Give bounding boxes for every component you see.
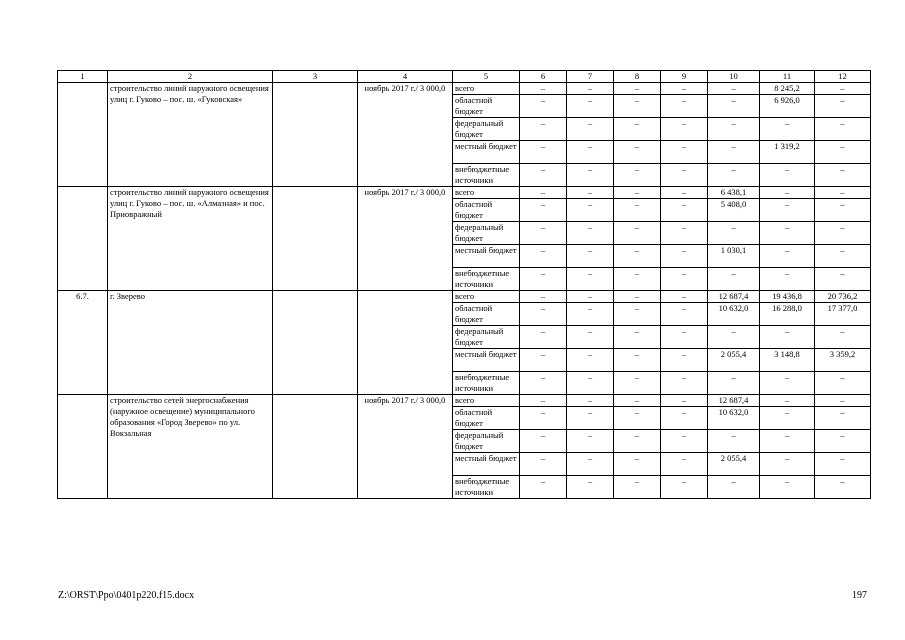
value-cell: – (661, 199, 708, 222)
value-cell: – (708, 268, 760, 291)
value-cell: 3 359,2 (815, 349, 871, 372)
funding-source: федеральный бюджет (453, 222, 520, 245)
value-cell: – (567, 349, 614, 372)
value-cell: – (760, 187, 815, 199)
value-cell: – (815, 268, 871, 291)
value-cell: – (815, 95, 871, 118)
funding-source: областной бюджет (453, 303, 520, 326)
value-cell: – (815, 407, 871, 430)
value-cell: – (661, 268, 708, 291)
value-cell: 10 632,0 (708, 303, 760, 326)
value-cell: – (661, 83, 708, 95)
value-cell: – (614, 395, 661, 407)
value-cell: – (520, 291, 567, 303)
budget-table (57, 70, 871, 499)
value-cell: – (567, 407, 614, 430)
column-header: 5 (453, 71, 520, 83)
value-cell: – (815, 164, 871, 187)
item-col3 (273, 187, 358, 291)
value-cell: – (567, 164, 614, 187)
value-cell: 12 687,4 (708, 395, 760, 407)
funding-source: местный бюджет (453, 453, 520, 476)
value-cell: – (815, 372, 871, 395)
value-cell: – (567, 395, 614, 407)
value-cell: – (520, 268, 567, 291)
value-cell: – (661, 326, 708, 349)
column-header: 12 (815, 71, 871, 83)
item-name: строительство линий наружного освещения улиц г. Гуково – пос. ш. «Алмазная» и пос. Приовражный (108, 187, 273, 291)
funding-source: федеральный бюджет (453, 326, 520, 349)
value-cell: 2 055,4 (708, 453, 760, 476)
value-cell: – (661, 372, 708, 395)
value-cell: – (661, 476, 708, 499)
value-cell: – (760, 476, 815, 499)
value-cell: – (520, 83, 567, 95)
value-cell: – (614, 199, 661, 222)
funding-source: областной бюджет (453, 199, 520, 222)
value-cell: – (520, 141, 567, 164)
funding-source: федеральный бюджет (453, 430, 520, 453)
item-col3 (273, 291, 358, 395)
value-cell: – (567, 291, 614, 303)
value-cell: – (661, 222, 708, 245)
item-date-cost: ноябрь 2017 г./ 3 000,0 (358, 187, 453, 291)
value-cell: – (520, 407, 567, 430)
value-cell: 20 736,2 (815, 291, 871, 303)
value-cell: – (815, 395, 871, 407)
value-cell: – (815, 326, 871, 349)
value-cell: – (520, 326, 567, 349)
value-cell: – (708, 430, 760, 453)
column-header: 2 (108, 71, 273, 83)
funding-source: всего (453, 83, 520, 95)
value-cell: – (815, 222, 871, 245)
funding-source: всего (453, 395, 520, 407)
value-cell: – (760, 430, 815, 453)
value-cell: – (614, 372, 661, 395)
table-body (58, 83, 871, 499)
value-cell: 12 687,4 (708, 291, 760, 303)
value-cell: – (661, 303, 708, 326)
value-cell: 16 288,0 (760, 303, 815, 326)
value-cell: – (520, 430, 567, 453)
item-name: строительство сетей энергоснабжения (наружное освещение) муниципального образования «Город Зверево» по ул. Вокзальная (108, 395, 273, 499)
value-cell: – (760, 118, 815, 141)
value-cell: – (760, 395, 815, 407)
value-cell: – (614, 164, 661, 187)
value-cell: – (614, 141, 661, 164)
value-cell: – (815, 141, 871, 164)
value-cell: – (708, 95, 760, 118)
value-cell: – (708, 222, 760, 245)
header-row (58, 71, 871, 83)
value-cell: 8 245,2 (760, 83, 815, 95)
value-cell: – (520, 222, 567, 245)
funding-source: федеральный бюджет (453, 118, 520, 141)
value-cell: – (614, 95, 661, 118)
item-number: 6.7. (58, 291, 108, 395)
value-cell: – (614, 349, 661, 372)
table-row (58, 187, 871, 199)
column-header: 11 (760, 71, 815, 83)
value-cell: – (760, 326, 815, 349)
funding-source: областной бюджет (453, 95, 520, 118)
value-cell: – (661, 118, 708, 141)
value-cell: – (661, 395, 708, 407)
value-cell: – (567, 372, 614, 395)
item-col3 (273, 395, 358, 499)
item-name: строительство линий наружного освещения улиц г. Гуково – пос. ш. «Гуковская» (108, 83, 273, 187)
value-cell: – (567, 245, 614, 268)
table-row (58, 395, 871, 407)
value-cell: – (614, 407, 661, 430)
funding-source: внебюджетные источники (453, 476, 520, 499)
value-cell: – (520, 453, 567, 476)
value-cell: – (520, 476, 567, 499)
value-cell: 1 319,2 (760, 141, 815, 164)
value-cell: – (661, 164, 708, 187)
value-cell: – (708, 118, 760, 141)
value-cell: – (614, 430, 661, 453)
value-cell: – (760, 372, 815, 395)
value-cell: – (567, 222, 614, 245)
value-cell: – (567, 268, 614, 291)
value-cell: – (815, 245, 871, 268)
value-cell: – (520, 95, 567, 118)
value-cell: 17 377,0 (815, 303, 871, 326)
funding-source: всего (453, 291, 520, 303)
value-cell: 6 926,0 (760, 95, 815, 118)
value-cell: 3 148,8 (760, 349, 815, 372)
value-cell: – (661, 141, 708, 164)
value-cell: – (614, 326, 661, 349)
page-number: 197 (852, 590, 867, 601)
value-cell: – (661, 95, 708, 118)
funding-source: областной бюджет (453, 407, 520, 430)
value-cell: – (567, 430, 614, 453)
value-cell: – (760, 453, 815, 476)
column-header: 9 (661, 71, 708, 83)
column-header: 4 (358, 71, 453, 83)
value-cell: – (520, 118, 567, 141)
table-row (58, 83, 871, 95)
value-cell: 1 030,1 (708, 245, 760, 268)
value-cell: – (614, 476, 661, 499)
value-cell: – (815, 83, 871, 95)
value-cell: – (567, 187, 614, 199)
funding-source: внебюджетные источники (453, 268, 520, 291)
value-cell: – (567, 199, 614, 222)
funding-source: всего (453, 187, 520, 199)
value-cell: 6 438,1 (708, 187, 760, 199)
table-row (58, 291, 871, 303)
value-cell: – (760, 268, 815, 291)
value-cell: – (815, 476, 871, 499)
value-cell: – (567, 326, 614, 349)
value-cell: 19 436,8 (760, 291, 815, 303)
value-cell: – (661, 245, 708, 268)
item-number (58, 395, 108, 499)
value-cell: – (815, 118, 871, 141)
value-cell: 5 408,0 (708, 199, 760, 222)
value-cell: – (567, 476, 614, 499)
value-cell: – (614, 83, 661, 95)
value-cell: – (520, 349, 567, 372)
item-date-cost: ноябрь 2017 г./ 3 000,0 (358, 83, 453, 187)
value-cell: – (661, 349, 708, 372)
value-cell: – (760, 199, 815, 222)
footer-file-path: Z:\ORST\Ppo\0401p220.f15.docx (58, 590, 195, 601)
value-cell: – (661, 453, 708, 476)
value-cell: – (520, 164, 567, 187)
value-cell: 10 632,0 (708, 407, 760, 430)
value-cell: – (815, 187, 871, 199)
value-cell: – (614, 222, 661, 245)
value-cell: – (567, 141, 614, 164)
value-cell: – (614, 453, 661, 476)
value-cell: – (760, 245, 815, 268)
value-cell: – (614, 303, 661, 326)
value-cell: – (567, 453, 614, 476)
value-cell: – (614, 245, 661, 268)
value-cell: – (661, 407, 708, 430)
value-cell: – (614, 187, 661, 199)
value-cell: – (760, 164, 815, 187)
value-cell: – (567, 303, 614, 326)
funding-source: внебюджетные источники (453, 164, 520, 187)
value-cell: – (760, 222, 815, 245)
value-cell: – (614, 291, 661, 303)
value-cell: – (708, 372, 760, 395)
value-cell: – (760, 407, 815, 430)
column-header: 8 (614, 71, 661, 83)
value-cell: – (661, 187, 708, 199)
item-number (58, 187, 108, 291)
value-cell: – (815, 199, 871, 222)
column-header: 7 (567, 71, 614, 83)
value-cell: – (567, 118, 614, 141)
value-cell: – (815, 453, 871, 476)
value-cell: – (520, 395, 567, 407)
column-header: 3 (273, 71, 358, 83)
funding-source: местный бюджет (453, 349, 520, 372)
item-number (58, 83, 108, 187)
value-cell: – (520, 187, 567, 199)
item-col3 (273, 83, 358, 187)
value-cell: – (520, 303, 567, 326)
value-cell: – (661, 291, 708, 303)
funding-source: внебюджетные источники (453, 372, 520, 395)
column-header: 10 (708, 71, 760, 83)
value-cell: – (708, 83, 760, 95)
value-cell: – (708, 476, 760, 499)
value-cell: – (708, 326, 760, 349)
column-header: 6 (520, 71, 567, 83)
value-cell: – (567, 95, 614, 118)
value-cell: – (520, 245, 567, 268)
item-date-cost (358, 291, 453, 395)
value-cell: – (614, 118, 661, 141)
value-cell: – (614, 268, 661, 291)
value-cell: – (661, 430, 708, 453)
item-name: г. Зверево (108, 291, 273, 395)
value-cell: – (708, 141, 760, 164)
column-header: 1 (58, 71, 108, 83)
value-cell: – (567, 83, 614, 95)
funding-source: местный бюджет (453, 141, 520, 164)
value-cell: 2 055,4 (708, 349, 760, 372)
value-cell: – (815, 430, 871, 453)
value-cell: – (520, 199, 567, 222)
value-cell: – (520, 372, 567, 395)
funding-source: местный бюджет (453, 245, 520, 268)
value-cell: – (708, 164, 760, 187)
item-date-cost: ноябрь 2017 г./ 3 000,0 (358, 395, 453, 499)
